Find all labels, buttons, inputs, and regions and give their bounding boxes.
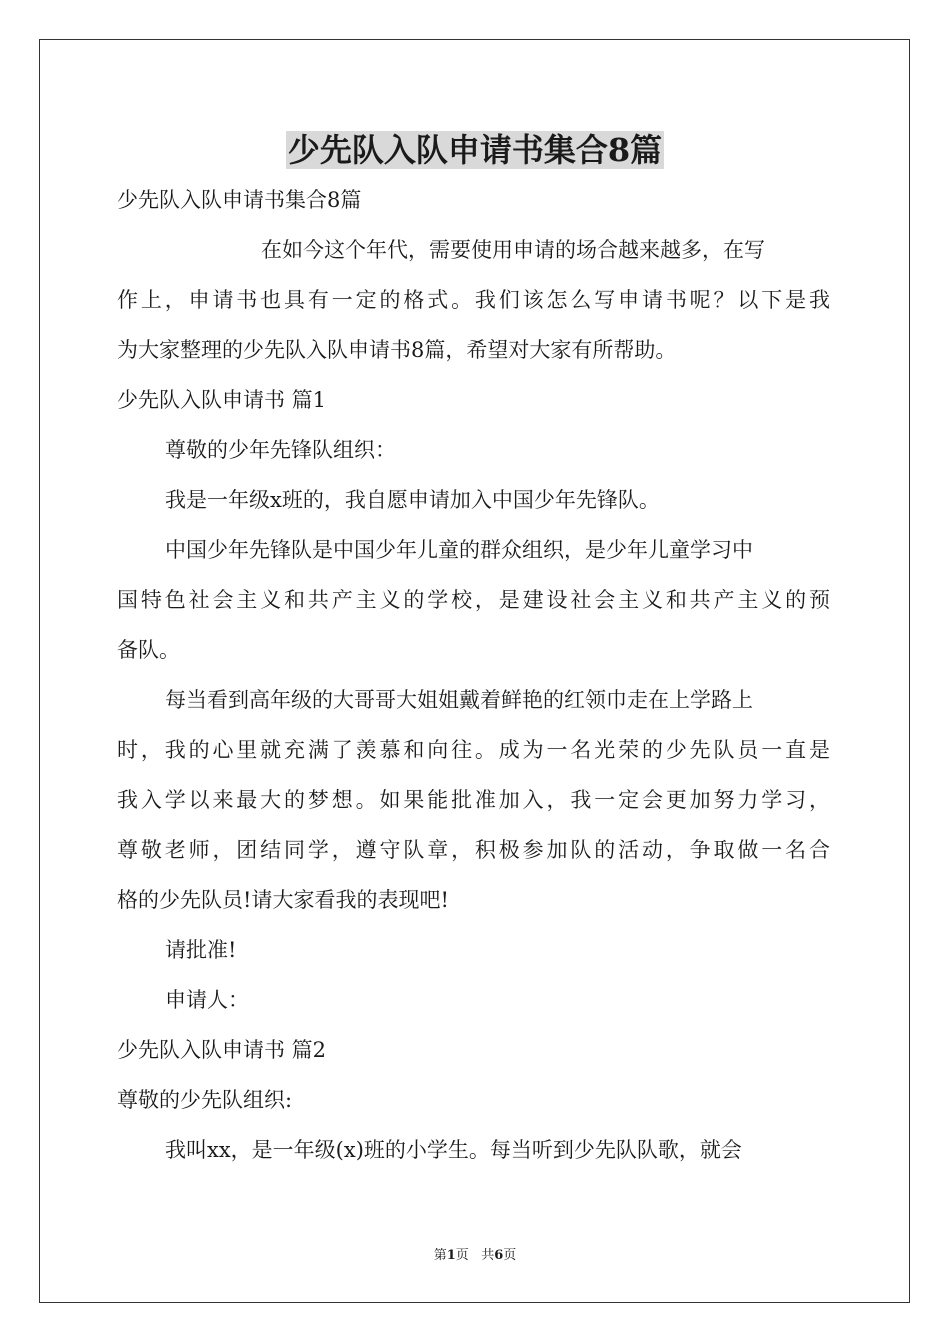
salutation-1: 尊敬的少年先锋队组织： [165, 438, 396, 462]
section-heading-2: 少先队入队申请书 篇2 [117, 1038, 327, 1062]
body-line: 尊敬老师，团结同学，遵守队章，积极参加队的活动，争取做一名合 [117, 838, 830, 862]
footer-total-suffix: 页 [503, 1248, 517, 1263]
footer-page-suffix: 页 [455, 1248, 469, 1263]
subtitle-line: 少先队入队申请书集合8篇 [117, 188, 362, 212]
body-line: 我是一年级x班的，我自愿申请加入中国少年先锋队。 [165, 488, 660, 512]
footer-total-label: 共 [481, 1248, 495, 1263]
body-line: 国特色社会主义和共产主义的学校，是建设社会主义和共产主义的预 [117, 588, 830, 612]
document-title [0, 128, 950, 172]
body-line: 格的少先队员!请大家看我的表现吧! [117, 888, 449, 912]
intro-line-1: 在如今这个年代，需要使用申请的场合越来越多，在写 [261, 238, 765, 262]
section-heading-1: 少先队入队申请书 篇1 [117, 388, 327, 412]
body-line: 中国少年先锋队是中国少年儿童的群众组织，是少年儿童学习中 [165, 538, 753, 562]
salutation-2: 尊敬的少先队组织: [117, 1088, 293, 1112]
applicant-label: 申请人： [165, 988, 249, 1012]
body-line: 备队。 [117, 638, 180, 662]
footer-page-label: 第 [433, 1248, 447, 1263]
body-line: 我入学以来最大的梦想。如果能批准加入，我一定会更加努力学习， [117, 788, 830, 812]
document-title-text: 少先队入队申请书集合8篇 [287, 131, 663, 169]
footer-total-number: 6 [494, 1248, 504, 1263]
page-footer [0, 1247, 950, 1265]
body-line: 时，我的心里就充满了羡慕和向往。成为一名光荣的少先队员一直是 [117, 738, 830, 762]
intro-line-3: 为大家整理的少先队入队申请书8篇，希望对大家有所帮助。 [117, 338, 677, 362]
body-line: 我叫xx，是一年级(x)班的小学生。每当听到少先队队歌，就会 [165, 1138, 742, 1162]
body-line: 每当看到高年级的大哥哥大姐姐戴着鲜艳的红领巾走在上学路上 [165, 688, 753, 712]
intro-line-2: 作上，申请书也具有一定的格式。我们该怎么写申请书呢？以下是我 [117, 288, 830, 312]
closing-request: 请批准! [165, 938, 237, 962]
footer-page-number: 1 [446, 1248, 456, 1263]
